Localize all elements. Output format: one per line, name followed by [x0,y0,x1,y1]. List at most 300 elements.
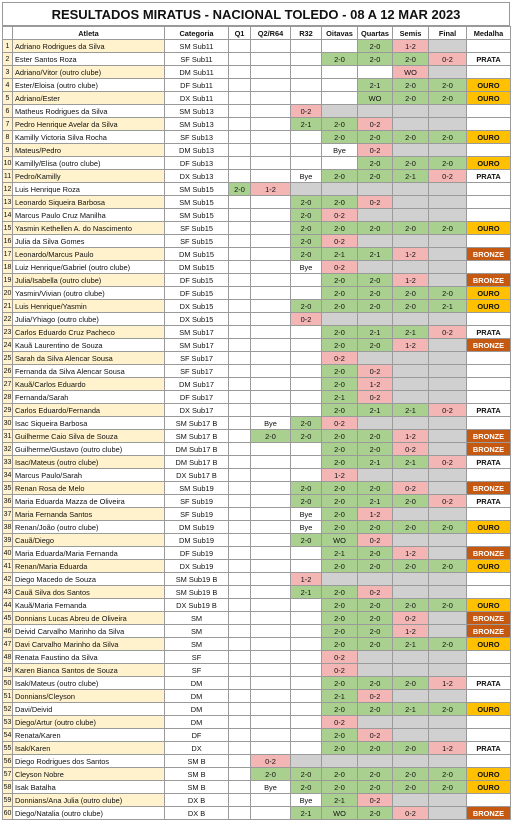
quartas-result: 2-0 [358,781,393,794]
quartas-result: 2-1 [358,404,393,417]
semis-result: 1-2 [393,274,429,287]
quartas-result [358,183,393,196]
q1-result [229,92,251,105]
category: DM Sub19 [165,521,229,534]
semis-result: 2-0 [393,560,429,573]
category: DF Sub11 [165,79,229,92]
category: DF Sub15 [165,287,229,300]
semis-result: 2-1 [393,456,429,469]
category: SM [165,625,229,638]
q1-result [229,235,251,248]
category: DM [165,703,229,716]
row-number: 18 [3,261,13,274]
semis-result: 2-1 [393,638,429,651]
row-number: 3 [3,66,13,79]
q2-r64-result [251,794,291,807]
oitavas-result [322,40,358,53]
category: SF Sub15 [165,222,229,235]
athlete-name: Yasmin/Vivian (outro clube) [13,287,165,300]
q2-r64-result [251,144,291,157]
semis-result [393,196,429,209]
table-row [3,560,511,573]
row-number: 8 [3,131,13,144]
category: DX Sub17 B [165,469,229,482]
table-row [3,625,511,638]
table-row [3,66,511,79]
table-row [3,261,511,274]
medal-badge: BRONZE [467,482,511,495]
category: DF Sub17 [165,391,229,404]
table-row [3,300,511,313]
q1-result [229,508,251,521]
final-result [429,235,467,248]
row-number: 23 [3,326,13,339]
r32-result: 2-0 [291,495,322,508]
medal-badge: OURO [467,157,511,170]
final-result [429,261,467,274]
q1-result [229,352,251,365]
athlete-name: Isak/Mateus (outro clube) [13,677,165,690]
oitavas-result: 0-2 [322,209,358,222]
quartas-result: 2-0 [358,222,393,235]
quartas-result: 2-0 [358,768,393,781]
table-row [3,378,511,391]
oitavas-result: 2-0 [322,170,358,183]
semis-result [393,352,429,365]
final-result: 2-0 [429,560,467,573]
col-medal-header: Medalha [467,27,511,40]
q2-r64-result: 2-0 [251,430,291,443]
category: SM Sub11 [165,40,229,53]
row-number: 59 [3,794,13,807]
col-oitavas-header: Oitavas [322,27,358,40]
row-number: 27 [3,378,13,391]
q2-r64-result [251,92,291,105]
category: DM Sub17 [165,378,229,391]
quartas-result: 0-2 [358,365,393,378]
final-result: 2-0 [429,781,467,794]
athlete-name: Isac/Mateus (outro clube) [13,456,165,469]
oitavas-result: 0-2 [322,235,358,248]
medal-badge: BRONZE [467,339,511,352]
row-number: 60 [3,807,13,820]
quartas-result [358,209,393,222]
row-number: 44 [3,599,13,612]
oitavas-result: 2-0 [322,625,358,638]
athlete-name: Isac Siqueira Barbosa [13,417,165,430]
q2-r64-result [251,339,291,352]
athlete-name: Pedro Henrique Avelar da Silva [13,118,165,131]
q1-result [229,417,251,430]
q2-r64-result [251,716,291,729]
q2-r64-result [251,235,291,248]
quartas-result: 2-0 [358,157,393,170]
results-body [3,40,511,820]
final-result: 2-0 [429,521,467,534]
r32-result: 1-2 [291,573,322,586]
medal-badge [467,66,511,79]
oitavas-result [322,105,358,118]
medal-badge [467,183,511,196]
medal-badge: OURO [467,222,511,235]
final-result: 0-2 [429,53,467,66]
quartas-result: 2-0 [358,625,393,638]
category: SF Sub15 [165,235,229,248]
final-result: 1-2 [429,677,467,690]
quartas-result [358,352,393,365]
category: SM Sub17 [165,326,229,339]
category: DX B [165,807,229,820]
quartas-result: 0-2 [358,534,393,547]
q1-result [229,443,251,456]
q2-r64-result [251,131,291,144]
row-number: 31 [3,430,13,443]
semis-result [393,716,429,729]
q2-r64-result: Bye [251,781,291,794]
oitavas-result: 2-1 [322,391,358,404]
quartas-result: 2-0 [358,612,393,625]
medal-badge: PRATA [467,495,511,508]
quartas-result: 2-1 [358,456,393,469]
medal-badge [467,417,511,430]
table-row [3,781,511,794]
category: DM Sub15 [165,261,229,274]
quartas-result [358,105,393,118]
table-row [3,430,511,443]
r32-result: 2-1 [291,807,322,820]
athlete-name: Guilherme Caio Silva de Souza [13,430,165,443]
q2-r64-result [251,651,291,664]
r32-result: 2-1 [291,118,322,131]
oitavas-result: 2-1 [322,690,358,703]
athlete-name: Deivid Carvalho Marinho da Silva [13,625,165,638]
semis-result [393,118,429,131]
q2-r64-result [251,703,291,716]
quartas-result: 2-0 [358,703,393,716]
table-row [3,664,511,677]
q2-r64-result: 0-2 [251,755,291,768]
semis-result: 2-0 [393,495,429,508]
oitavas-result: 2-0 [322,404,358,417]
row-number: 20 [3,287,13,300]
r32-result [291,79,322,92]
q1-result [229,339,251,352]
oitavas-result: 2-0 [322,729,358,742]
athlete-name: Adriano Rodrigues da Silva [13,40,165,53]
q2-r64-result [251,469,291,482]
quartas-result: 2-0 [358,807,393,820]
category: SF [165,651,229,664]
oitavas-result [322,66,358,79]
athlete-name: Diego/Artur (outro clube) [13,716,165,729]
r32-result: Bye [291,170,322,183]
q1-result: 2-0 [229,183,251,196]
row-number: 25 [3,352,13,365]
category: SF [165,664,229,677]
r32-result: Bye [291,508,322,521]
semis-result: 0-2 [393,482,429,495]
athlete-name: Leonardo/Marcus Paulo [13,248,165,261]
athlete-name: Sarah da Silva Alencar Sousa [13,352,165,365]
oitavas-result: 2-0 [322,781,358,794]
oitavas-result: 2-1 [322,248,358,261]
quartas-result: 2-0 [358,131,393,144]
final-result [429,274,467,287]
oitavas-result: 2-0 [322,521,358,534]
oitavas-result: 2-0 [322,443,358,456]
oitavas-result: WO [322,534,358,547]
medal-badge: PRATA [467,170,511,183]
oitavas-result: 2-0 [322,300,358,313]
oitavas-result: 2-0 [322,53,358,66]
quartas-result: 2-0 [358,40,393,53]
category: SF Sub13 [165,131,229,144]
semis-result: 0-2 [393,443,429,456]
table-row [3,469,511,482]
quartas-result: 2-0 [358,287,393,300]
semis-result: 2-0 [393,300,429,313]
table-row [3,729,511,742]
q2-r64-result [251,248,291,261]
athlete-name: Leonardo Siqueira Barbosa [13,196,165,209]
semis-result [393,469,429,482]
semis-result [393,508,429,521]
medal-badge [467,586,511,599]
oitavas-result: 2-0 [322,599,358,612]
r32-result [291,92,322,105]
q2-r64-result [251,157,291,170]
semis-result [393,144,429,157]
semis-result: 1-2 [393,339,429,352]
quartas-result: 0-2 [358,729,393,742]
category: SM Sub17 [165,339,229,352]
q2-r64-result [251,573,291,586]
semis-result: 2-0 [393,521,429,534]
oitavas-result: 2-0 [322,495,358,508]
semis-result [393,794,429,807]
category: SF Sub17 [165,352,229,365]
medal-badge: OURO [467,287,511,300]
final-result [429,352,467,365]
r32-result: 2-0 [291,534,322,547]
table-row [3,534,511,547]
final-result [429,339,467,352]
final-result [429,586,467,599]
category: SM Sub19 B [165,573,229,586]
table-row [3,768,511,781]
category: DX Sub11 [165,92,229,105]
medal-badge: BRONZE [467,248,511,261]
q2-r64-result [251,599,291,612]
r32-result [291,287,322,300]
oitavas-result [322,313,358,326]
row-number: 49 [3,664,13,677]
oitavas-result: 2-0 [322,339,358,352]
q1-result [229,404,251,417]
q2-r64-result [251,495,291,508]
r32-result [291,131,322,144]
semis-result: 2-0 [393,781,429,794]
semis-result [393,690,429,703]
medal-badge [467,690,511,703]
row-number: 54 [3,729,13,742]
quartas-result [358,313,393,326]
row-number: 40 [3,547,13,560]
table-row [3,53,511,66]
oitavas-result: 2-0 [322,287,358,300]
q1-result [229,378,251,391]
table-row [3,118,511,131]
semis-result: 2-0 [393,131,429,144]
quartas-result: 2-0 [358,430,393,443]
q1-result [229,638,251,651]
athlete-name: Karen Bianca Santos de Souza [13,664,165,677]
medal-badge: BRONZE [467,443,511,456]
medal-badge: BRONZE [467,430,511,443]
row-number: 56 [3,755,13,768]
row-number: 4 [3,79,13,92]
semis-result: 2-0 [393,92,429,105]
category: DF Sub19 [165,547,229,560]
q1-result [229,781,251,794]
r32-result: 2-0 [291,417,322,430]
medal-badge: PRATA [467,53,511,66]
results-sheet [2,2,510,820]
r32-result [291,456,322,469]
r32-result [291,612,322,625]
row-number: 55 [3,742,13,755]
category: SF Sub19 [165,495,229,508]
oitavas-result: 2-0 [322,326,358,339]
category: DX Sub15 [165,300,229,313]
table-row [3,391,511,404]
quartas-result: 2-0 [358,443,393,456]
row-number: 53 [3,716,13,729]
final-result [429,66,467,79]
r32-result [291,599,322,612]
r32-result [291,326,322,339]
category: SM Sub17 B [165,417,229,430]
oitavas-result: 2-0 [322,677,358,690]
athlete-name: Adriano/Ester [13,92,165,105]
table-row [3,586,511,599]
athlete-name: Isak/Karen [13,742,165,755]
q1-result [229,495,251,508]
athlete-name: Carlos Eduardo/Fernanda [13,404,165,417]
row-number: 36 [3,495,13,508]
oitavas-result: 2-0 [322,612,358,625]
row-number: 46 [3,625,13,638]
final-result: 2-0 [429,768,467,781]
oitavas-result [322,157,358,170]
quartas-result: 2-0 [358,53,393,66]
oitavas-result: 2-0 [322,430,358,443]
category: DM Sub11 [165,66,229,79]
row-number: 33 [3,456,13,469]
oitavas-result [322,183,358,196]
q1-result [229,287,251,300]
table-row [3,755,511,768]
col-athlete-header: Atleta [13,27,165,40]
medal-badge [467,391,511,404]
q2-r64-result [251,118,291,131]
medal-badge [467,144,511,157]
row-number: 21 [3,300,13,313]
col-r32-header: R32 [291,27,322,40]
table-row [3,248,511,261]
final-result [429,417,467,430]
q1-result [229,274,251,287]
q2-r64-result [251,560,291,573]
r32-result [291,469,322,482]
q2-r64-result [251,53,291,66]
quartas-result [358,755,393,768]
table-row [3,222,511,235]
athlete-name: Maria Eduarda/Maria Fernanda [13,547,165,560]
q2-r64-result [251,482,291,495]
category: DM Sub15 [165,248,229,261]
athlete-name: Guilherme/Gustavo (outro clube) [13,443,165,456]
q1-result [229,170,251,183]
semis-result [393,755,429,768]
row-number: 13 [3,196,13,209]
q2-r64-result [251,105,291,118]
athlete-name: Julia/Yhiago (outro clube) [13,313,165,326]
athlete-name: Renata/Karen [13,729,165,742]
q2-r64-result [251,378,291,391]
q1-result [229,430,251,443]
category: SM B [165,755,229,768]
col-q2-r64-header: Q2/R64 [251,27,291,40]
medal-badge [467,40,511,53]
q2-r64-result [251,625,291,638]
row-number: 22 [3,313,13,326]
r32-result [291,378,322,391]
athlete-name: Matheus Rodrigues da Silva [13,105,165,118]
final-result [429,365,467,378]
r32-result [291,183,322,196]
semis-result: 2-1 [393,170,429,183]
table-row [3,235,511,248]
quartas-result: 0-2 [358,391,393,404]
athlete-name: Cauã Silva dos Santos [13,586,165,599]
final-result [429,755,467,768]
q2-r64-result [251,729,291,742]
athlete-name: Ester/Eloisa (outro clube) [13,79,165,92]
row-number: 28 [3,391,13,404]
medal-badge: PRATA [467,677,511,690]
final-result: 2-0 [429,638,467,651]
oitavas-result: 0-2 [322,417,358,430]
table-row [3,170,511,183]
q1-result [229,105,251,118]
q1-result [229,586,251,599]
r32-result [291,66,322,79]
table-row [3,612,511,625]
medal-badge [467,508,511,521]
r32-result [291,40,322,53]
q1-result [229,79,251,92]
r32-result [291,703,322,716]
oitavas-result [322,755,358,768]
semis-result [393,235,429,248]
q1-result [229,222,251,235]
semis-result: 1-2 [393,40,429,53]
athlete-name: Marcus Paulo/Sarah [13,469,165,482]
row-number: 24 [3,339,13,352]
semis-result: 2-0 [393,742,429,755]
r32-result: 2-0 [291,196,322,209]
